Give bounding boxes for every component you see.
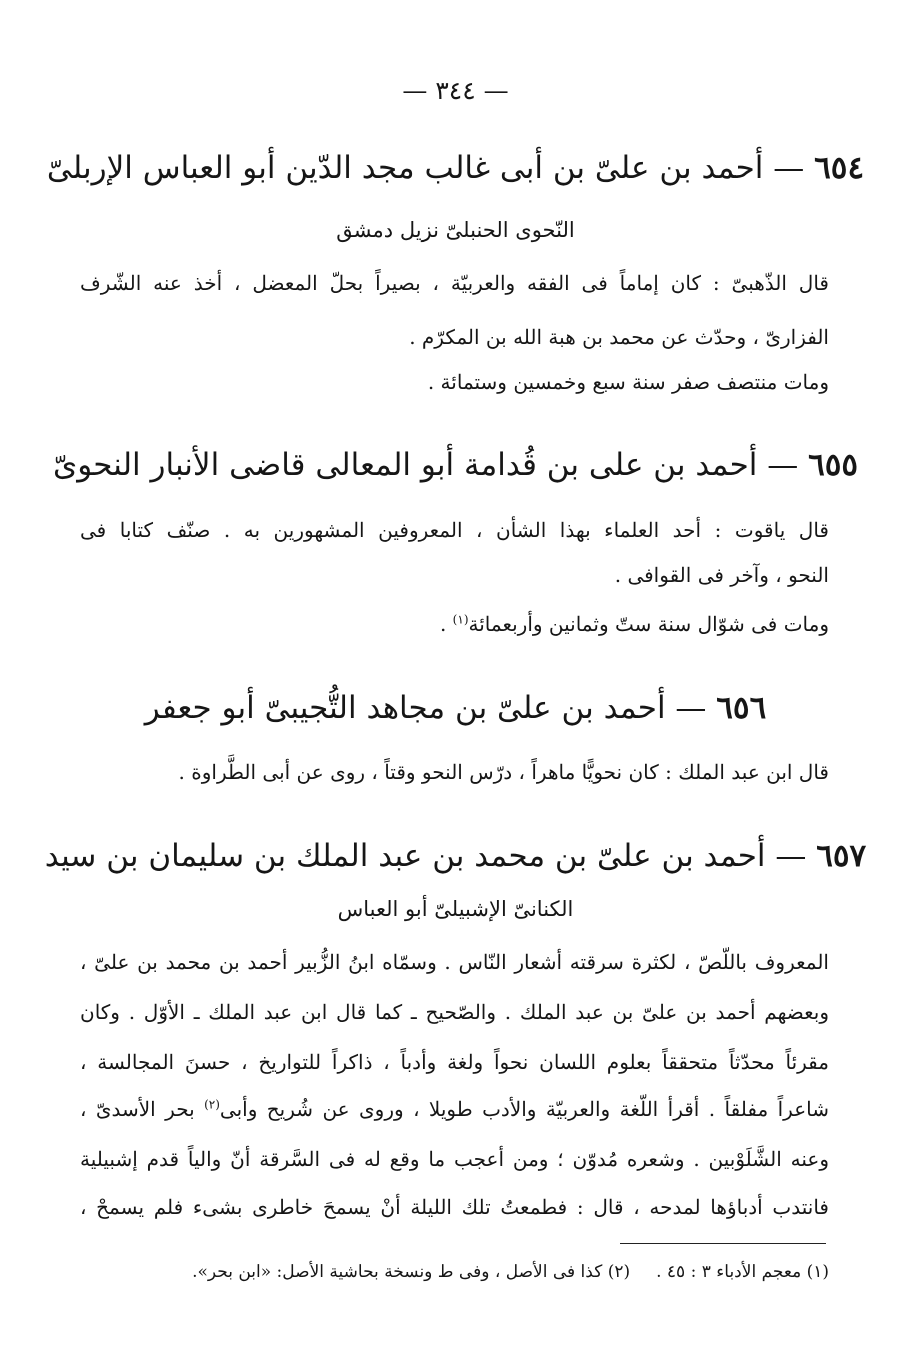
body-line: وبعضهم أحمد بن علىّ بن عبد الملك . والصّحيح ـ كما قال ابن عبد الملك ـ الأوّل . وكان: [80, 1000, 829, 1024]
page-number: — ٣٤٤ —: [402, 76, 509, 105]
body-line: فانتدب أدباؤها لمدحه ، قال : فطمعتُ تلك الليلة أنْ يسمحَ خاطرى بشىء فلم يسمحْ ،: [80, 1195, 829, 1219]
entry-number: ٦٥٥: [808, 447, 859, 483]
entry-number: ٦٥٤: [814, 150, 865, 186]
footnote-1: (١) معجم الأدباء ٣ : ٤٥ .: [656, 1262, 829, 1282]
entry-657-title: [0, 838, 911, 874]
body-line: شاعراً مفلقاً . أقرأ اللّغة والعربيّة والأدب طويلا ، وروى عن شُريح وأبى$^{(٢)}$ بحر الأسدىّ ،: [80, 1097, 829, 1121]
body-line: مقرئاً محدّثاً متحققاً بعلوم اللسان نحواً ولغة وأدباً ، ذاكراً للتواريخ ، حسنَ المجالسة ،: [80, 1050, 829, 1074]
entry-657-subtitle: الكنانىّ الإشبيلىّ أبو العباس: [337, 897, 574, 921]
entry-number: ٦٥٧: [816, 838, 867, 874]
body-line: ومات منتصف صفر سنة سبع وخمسين وستمائة .: [427, 370, 829, 394]
entry-656-title: [0, 690, 911, 726]
entry-heading: — أحمد بن علىّ بن مجاهد التُّجيبىّ أبو جعفر: [144, 690, 717, 726]
body-line: ومات فى شوّال سنة ستّ وثمانين وأربعمائة$^{(١)}$ .: [439, 612, 829, 636]
entry-654-subtitle: النّحوى الحنبلىّ نزيل دمشق: [336, 218, 575, 242]
body-line: الفزارىّ ، وحدّث عن محمد بن هبة الله بن المكرّم .: [409, 325, 829, 349]
entry-number: ٦٥٦: [716, 690, 767, 726]
entry-heading: — أحمد بن علىّ بن أبى غالب مجد الدّين أبو العباس الإربلىّ: [46, 150, 815, 186]
body-line: قال ياقوت : أحد العلماء بهذا الشأن ، المعروفين المشهورين به . صنّف كتابا فى: [80, 518, 829, 542]
body-line: وعنه الشَّلَوْبين . وشعره مُدوّن ؛ ومن أعجب ما وقع له فى السَّرقة أنّ والياً قدم إشبيلية: [80, 1147, 829, 1171]
footnote-rule: [620, 1243, 826, 1244]
entry-heading: — أحمد بن على بن قُدامة أبو المعالى قاضى الأنبار النحوىّ: [52, 447, 809, 483]
footnote-2: (٢) كذا فى الأصل ، وفى ط ونسخة بحاشية الأصل: «ابن بحر».: [192, 1262, 631, 1282]
body-line: المعروف باللّصّ ، لكثرة سرقته أشعار النّاس . وسمّاه ابنُ الزُّبير أحمد بن محمد بن علىّ ،: [80, 950, 829, 974]
entry-654-title: [0, 150, 911, 186]
entry-655-title: [0, 447, 911, 483]
footnote-marker: (٢): [204, 1097, 220, 1112]
footnotes: [192, 1262, 829, 1282]
entry-heading: — أحمد بن علىّ بن محمد بن عبد الملك بن سليمان بن سيد: [44, 838, 817, 874]
footnote-marker: (١): [452, 612, 469, 627]
body-line: قال ابن عبد الملك : كان نحويًّا ماهراً ، درّس النحو وقتاً ، روى عن أبى الطَّراوة .: [178, 760, 829, 784]
body-line: قال الذّهبىّ : كان إماماً فى الفقه والعربيّة ، بصيراً بحلّ المعضل ، أخذ عنه الشّرف: [80, 271, 829, 295]
body-line: النحو ، وآخر فى القوافى .: [614, 563, 829, 587]
